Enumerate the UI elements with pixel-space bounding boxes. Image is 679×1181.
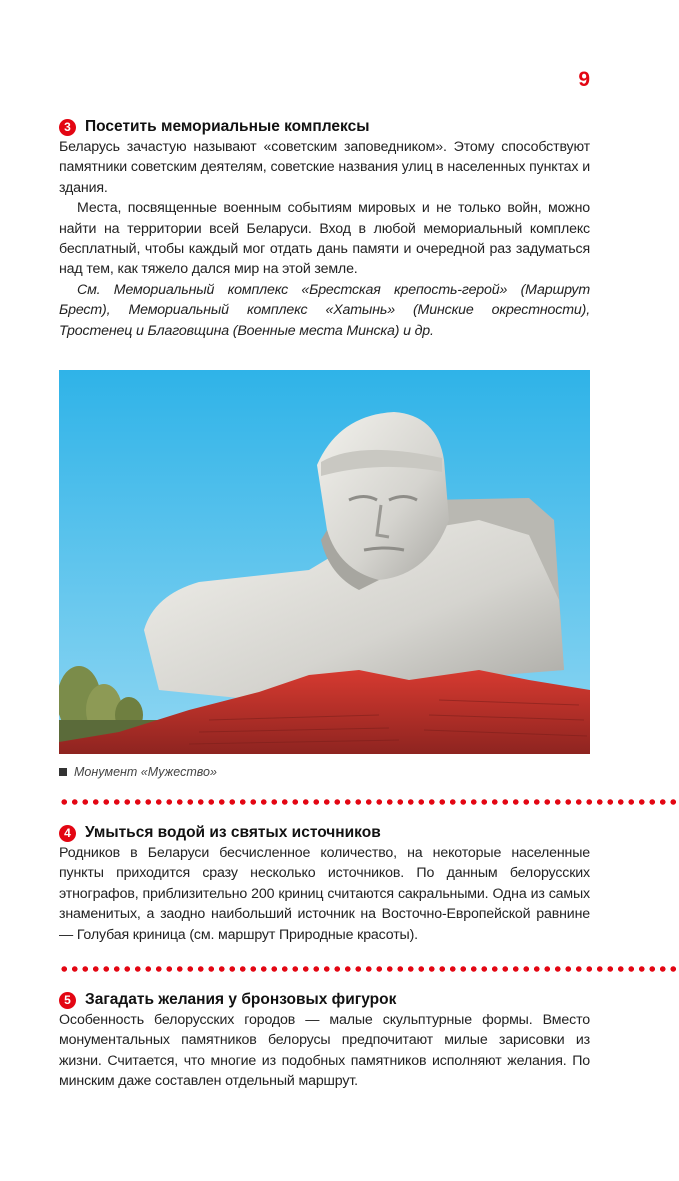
paragraph: Места, посвященные военным событиям мировых и не только войн, можно найти на территории всей Беларуси. Вход в любой мемориальный комплекс бесплатный, чтобы каждый мог отдать дань памяти и очередной раз задуматься над тем, как тяжело дался мир на этой земле.	[59, 200, 590, 278]
section-number-badge: 4	[59, 825, 76, 842]
dotted-divider	[59, 966, 679, 972]
caption-text: Монумент «Мужество»	[74, 765, 217, 779]
monument-illustration	[59, 370, 590, 754]
section-heading	[59, 990, 590, 1010]
section-title: Загадать желания у бронзовых фигурок	[85, 991, 397, 1008]
section-heading	[59, 823, 590, 843]
paragraph: Родников в Беларуси бесчисленное количество, на некоторые населенные пункты приходится сразу несколько источников. По данным белорусских этнографов, приблизительно 200 криниц считаются сакральными. Одна из самых знаменитых, а заодно наибольший источник на Восточно-Европейской равнине — Голубая криница (см. маршрут Природные красоты).	[59, 845, 590, 943]
dotted-divider	[59, 799, 679, 805]
section-memorials	[59, 117, 590, 341]
paragraph: Беларусь зачастую называют «советским заповедником». Этому способствуют памятники советским деятелям, советские названия улиц в населенных пунктах и здания.	[59, 139, 590, 196]
section-bronze-figures	[59, 990, 590, 1092]
page-number: 9	[578, 68, 590, 91]
paragraph: Особенность белорусских городов — малые скульптурные формы. Вместо монументальных памятников белорусы предпочитают милые зарисовки из жизни. Считается, что многие из подобных памятников исполняют желания. По минским даже составлен отдельный маршрут.	[59, 1012, 590, 1090]
caption-bullet-icon	[59, 768, 67, 776]
section-title: Умыться водой из святых источников	[85, 824, 381, 841]
section-title: Посетить мемориальные комплексы	[85, 118, 370, 135]
section-number-badge: 5	[59, 992, 76, 1009]
reference-paragraph: См. Мемориальный комплекс «Брестская крепость-герой» (Маршрут Брест), Мемориальный комплекс «Хатынь» (Минские окрестности), Тростенец и Благовщина (Военные места Минска) и др.	[59, 281, 590, 339]
monument-photo	[59, 370, 590, 754]
section-number-badge: 3	[59, 119, 76, 136]
section-springs	[59, 823, 590, 945]
photo-caption	[59, 765, 217, 779]
section-heading	[59, 117, 590, 137]
